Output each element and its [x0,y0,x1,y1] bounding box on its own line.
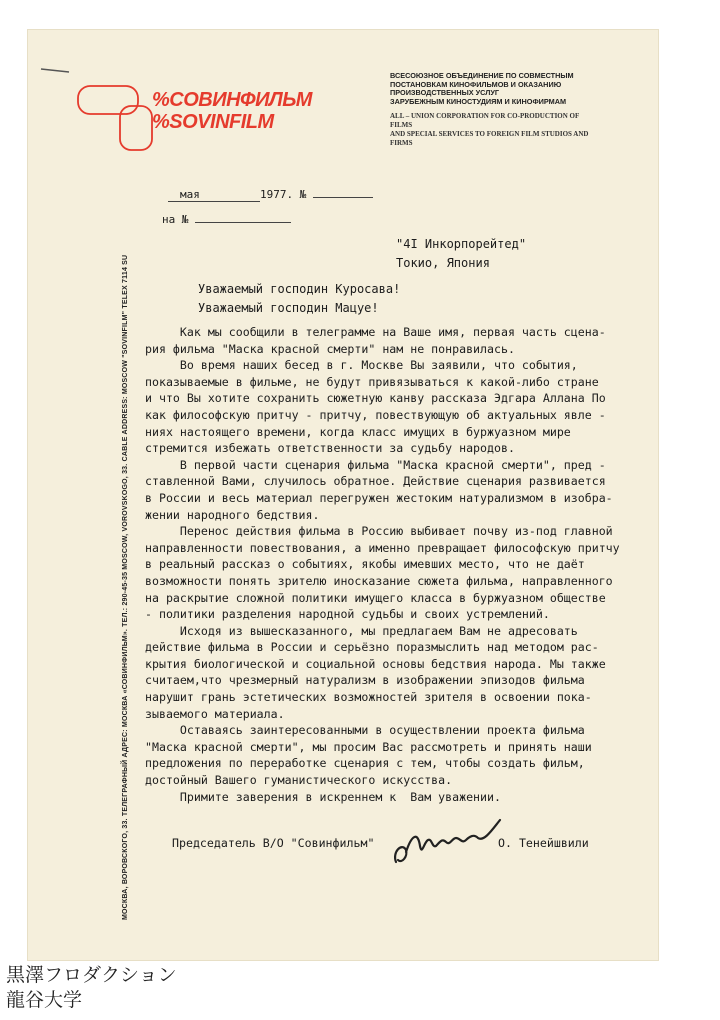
body-line: в реальный рассказ о событиях, якобы имевших место, что не даёт [145,557,585,572]
number-value [313,197,373,198]
body-line: показываемые в фильме, не будут привязываться к какой-либо стране [145,374,599,389]
number-label: № [299,188,307,201]
body-line: стремится избежать ответственности за судьбу народов. [145,441,515,456]
body-line: достойный Вашего гуманистического искусства. [145,773,453,788]
org-description-ru [390,72,620,106]
body-line: В первой части сценария фильма "Маска красной смерти", пред - [145,457,606,472]
body-line: рия фильма "Маска красной смерти" нам не понравилась. [145,341,515,356]
org-description-en [390,112,620,147]
year-label: 197 [260,188,280,201]
org-ru-line: ПРОИЗВОДСТВЕННЫХ УСЛУГ [390,88,500,98]
year-value: 7. [279,188,294,201]
body-line: как философскую притчу - притчу, повествующую об актуальных явле - [145,407,606,422]
reference-prefix: на № [162,213,189,226]
pen-mark [40,66,70,74]
body-line: на раскрытие сложной политики имущего класса в буржуазном обществе [145,590,606,605]
body-line: действие фильма в России и серьёзно поразмыслить над методом рас- [145,640,599,655]
body-line: Оставаясь заинтересованными в осуществлении проекта фильма [145,723,585,738]
archive-source-label [6,963,177,1013]
letter-body [145,324,643,805]
body-line: считаем,что чрезмерный натурализм в изображении эпизодов фильма [145,673,585,688]
salutation-line: Уважаемый господин Куросава! [198,282,401,296]
body-line: крытия биологической и социальной основы бедствия народа. Мы также [145,656,606,671]
addressee-company: "4I Инкорпорейтед" [396,237,527,251]
archive-source-line: 龍谷大学 [6,989,83,1011]
body-line: ставленной Вами, случилось обратное. Действие сценария развивается [145,474,606,489]
organization-description [390,72,620,148]
body-line: предложения по переработке сценария с тем, чтобы создать фильм, [145,756,585,771]
vertical-address: МОСКВА, ВОРОВСКОГО, 33. ТЕЛЕГРАФНЫЙ АДРЕС: МОСКВА «СОВИНФИЛЬМ». ТЕЛ.: 290-45-35 MOSCOW, VOROVSKOGO, 33. CABLE ADDRESS: MOSCOW "SOVINFILM" TELEX 7114 SU [122,254,129,920]
body-line: зываемого материала. [145,706,285,721]
body-line: возможности понять зрителю иносказание сюжета фильма, направленного [145,573,613,588]
date-line [168,188,373,202]
sovinfilm-logo-mark [76,84,154,152]
body-line: и что Вы хотите сохранить сюжетную канву рассказа Эдгара Аллана По [145,391,606,406]
salutation-line: Уважаемый господин Мацуе! [198,301,379,315]
logo-name-en: %SOVINFILM [152,111,274,133]
archive-source-line: 黒澤フロダクション [6,964,177,986]
signatory-title: Председатель В/О "Совинфильм" [172,836,375,850]
body-line: Во время наших бесед в г. Москве Вы заявили, что события, [145,358,578,373]
org-en-line: ALL – UNION CORPORATION FOR CO-PRODUCTION OF [390,112,580,121]
org-en-line: FIRMS [390,138,413,147]
reference-value [195,222,291,223]
body-line: жении народного бедствия. [145,507,320,522]
body-line: в России и весь материал перегружен жестоким натурализмом в изобра- [145,490,613,505]
signatory-name: О. Тенейшвили [498,836,589,850]
org-ru-line: ПОСТАНОВКАМ КИНОФИЛЬМОВ И ОКАЗАНИЮ [390,79,562,89]
body-line: нарушит грань эстетических возможностей зрителя в освоении пока- [145,690,592,705]
body-line: ниях настоящего времени, когда класс имущих в буржуазном мире [145,424,571,439]
body-line: Исходя из вышесказанного, мы предлагаем Вам не адресовать [145,623,578,638]
logo-name-ru: %СОВИНФИЛЬМ [152,89,312,111]
company-logo-text [152,90,312,132]
body-line: Перенос действия фильма в Россию выбивает почву из-под главной [145,524,613,539]
body-line: Как мы сообщили в телеграмме на Ваше имя, первая часть сцена- [145,325,606,339]
body-line: Примите заверения в искреннем к Вам уважении. [145,789,501,804]
body-line: "Маска красной смерти", мы просим Вас рассмотреть и принять наши [145,739,592,754]
org-ru-line: ЗАРУБЕЖНЫМ КИНОСТУДИЯМ И КИНОФИРМАМ [390,96,567,106]
handwritten-signature [388,812,508,872]
reference-line [162,213,291,226]
salutation-block [198,280,400,318]
org-en-line: FILMS [390,121,413,130]
addressee-location: Токио, Япония [396,256,490,270]
body-line: направленности повествования, а именно превращает философскую притчу [145,540,620,555]
org-en-line: AND SPECIAL SERVICES TO FOREIGN FILM STUDIOS AND [390,129,589,138]
addressee-block [396,235,526,273]
date-value: мая [168,188,260,202]
body-line: - политики разделения народной судьбы и своих устремлений. [145,607,550,622]
org-ru-line: ВСЕСОЮЗНОЕ ОБЪЕДИНЕНИЕ ПО СОВМЕСТНЫМ [390,71,574,80]
